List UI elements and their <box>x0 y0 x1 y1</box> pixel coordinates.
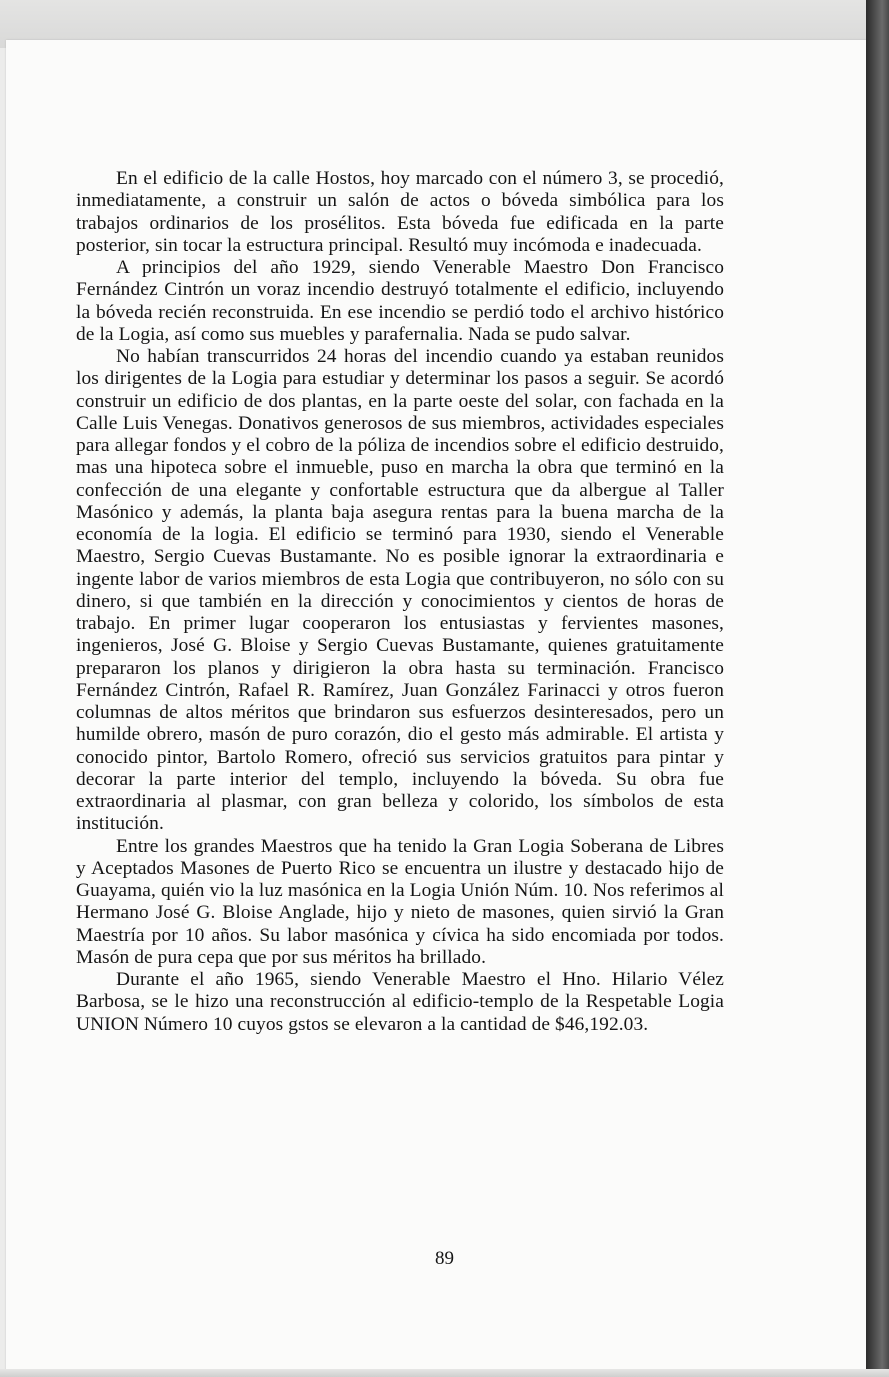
scan-bottom-edge <box>0 1369 889 1377</box>
scan-right-edge <box>866 0 889 1377</box>
paragraph-4: Entre los grandes Maestros que ha tenido la Gran Logia Soberana de Libres y Aceptados Masones de Puerto Rico se encuentra un ilustre y destacado hijo de Guayama, quién vio la luz masónica en la Logia Unión Núm. 10. Nos referimos al Hermano José G. Bloise Anglade, hijo y nieto de masones, quien sirvió la Gran Maestría por 10 años. Su labor masónica y cívica ha sido encomiada por todos. Masón de pura cepa que por sus méritos ha brillado. <box>76 835 724 968</box>
body-text <box>76 168 724 1036</box>
paragraph-2: A principios del año 1929, siendo Venerable Maestro Don Francisco Fernández Cintrón un voraz incendio destruyó totalmente el edificio, incluyendo la bóveda recién reconstruida. En ese incendio se perdió todo el archivo histórico de la Logia, así como sus muebles y parafernalia. Nada se pudo salvar. <box>76 257 724 345</box>
paragraph-5: Durante el año 1965, siendo Venerable Maestro el Hno. Hilario Vélez Barbosa, se le hizo una reconstrucción al edificio-templo de la Respetable Logia UNION Número 10 cuyos gstos se elevaron a la cantidad de $46,192.03. <box>76 969 724 1035</box>
paragraph-1: En el edificio de la calle Hostos, hoy marcado con el número 3, se procedió, inmediatamente, a construir un salón de actos o bóveda simbólica para los trabajos ordinarios de los prosélitos. Esta bóveda fue edificada en la parte posterior, sin tocar la estructura principal. Resultó muy incómoda e inadecuada. <box>76 168 724 256</box>
paragraph-3: No habían transcurridos 24 horas del incendio cuando ya estaban reunidos los dirigentes de la Logia para estudiar y determinar los pasos a seguir. Se acordó construir un edificio de dos plantas, en la parte oeste del solar, con fachada en la Calle Luis Venegas. Donativos generosos de sus miembros, actividades especiales para allegar fondos y el cobro de la póliza de incendios sobre el edificio destruido, mas una hipoteca sobre el inmueble, puso en marcha la obra que terminó en la confección de una elegante y confortable estructura que da albergue al Taller Masónico y además, la planta baja asegura rentas para la buena marcha de la economía de la logia. El edificio se terminó para 1930, siendo el Venerable Maestro, Sergio Cuevas Bustamante. No es posible ignorar la extraordinaria e ingente labor de varios miembros de esta Logia que contribuyeron, no sólo con su dinero, si que también en la dirección y conocimientos y cientos de horas de trabajo. En primer lugar cooperaron los entusiastas y fervientes masones, ingenieros, José G. Bloise y Sergio Cuevas Bustamante, quienes gratuitamente prepararon los planos y dirigieron la obra hasta su terminación. Francisco Fernández Cintrón, Rafael R. Ramírez, Juan González Farinacci y otros fueron columnas de altos méritos que brindaron sus esfuerzos desinteresados, pero un humilde obrero, masón de puro corazón, dio el gesto más admirable. El artista y conocido pintor, Bartolo Romero, ofreció sus servicios gratuitos para pintar y decorar la parte interior del templo, incluyendo la bóveda. Su obra fue extraordinaria al plasmar, con gran belleza y colorido, los símbolos de esta institución. <box>76 346 724 835</box>
page-number: 89 <box>435 1248 454 1269</box>
